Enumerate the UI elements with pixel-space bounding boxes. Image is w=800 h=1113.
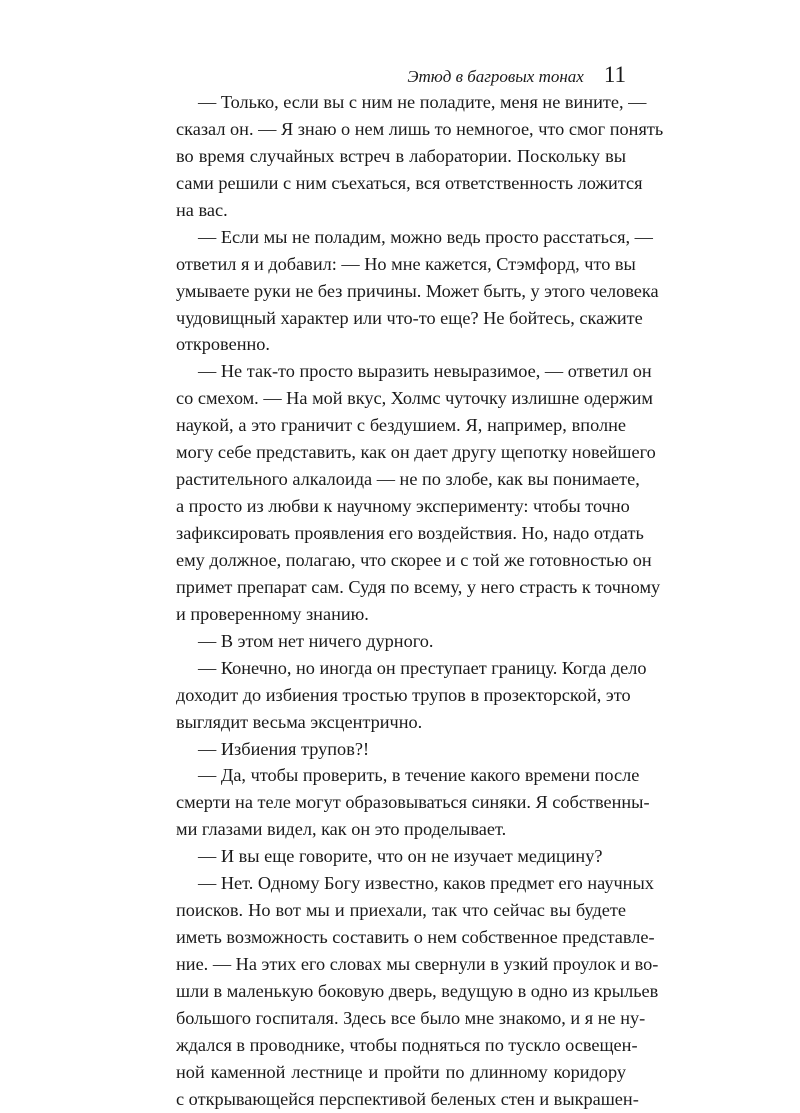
text-line: зафиксировать проявления его воздействия. Но, надо отдать	[176, 523, 644, 543]
text-line: ответил я и добавил: — Но мне кажется, Стэмфорд, что вы	[176, 253, 636, 274]
text-line: — Нет. Одному Богу известно, каков предмет его научных	[198, 873, 654, 894]
text-line: умываете руки не без причины. Может быть, у этого человека	[176, 280, 659, 301]
text-line: — Если мы не поладим, можно ведь просто расстаться, —	[198, 226, 653, 247]
text-line: иметь возможность составить о нем собственное представле-	[176, 927, 655, 948]
text-line: чудовищный характер или что-то еще? Не бойтесь, скажите	[176, 307, 643, 328]
text-line: сами решили с ним съехаться, вся ответственность ложится	[176, 172, 643, 193]
text-line: ему должное, полагаю, что скорее и с той же готовностью он	[176, 549, 652, 570]
text-line: — Да, чтобы проверить, в течение какого времени после	[198, 765, 640, 786]
page-body-text	[176, 89, 664, 1113]
text-line: растительного алкалоида — не по злобе, как вы понимаете,	[176, 469, 640, 490]
running-title: Этюд в багровых тонах	[407, 67, 584, 86]
text-line: ной каменной лестнице и пройти по длинному коридору	[176, 1061, 626, 1082]
text-line: ми глазами видел, как он это проделывает.	[176, 819, 507, 840]
text-line: большого госпиталя. Здесь все было мне знакомо, и я не ну-	[176, 1007, 646, 1028]
text-line: во время случайных встреч в лаборатории. Поскольку вы	[176, 145, 626, 166]
text-line: выглядит весьма эксцентрично.	[176, 711, 423, 732]
text-line: ние. — На этих его словах мы свернули в узкий проулок и во-	[176, 954, 659, 974]
text-line: шли в маленькую боковую дверь, ведущую в одно из крыльев	[176, 980, 659, 1001]
text-line: примет препарат сам. Судя по всему, у него страсть к точному	[176, 576, 661, 597]
page-number: 11	[603, 62, 626, 87]
text-line: откровенно.	[176, 334, 270, 355]
text-line: — И вы еще говорите, что он не изучает медицину?	[198, 846, 603, 867]
text-line: доходит до избиения тростью трупов в прозекторской, это	[176, 684, 631, 705]
text-line: — Конечно, но иногда он преступает границу. Когда дело	[198, 657, 647, 678]
text-line: — В этом нет ничего дурного.	[198, 630, 434, 651]
text-line: могу себе представить, как он дает другу щепотку новейшего	[176, 442, 656, 463]
text-line: с открывающейся перспективой беленых стен и выкрашен-	[176, 1088, 639, 1109]
text-line: смерти на теле могут образовываться синяки. Я собственны-	[176, 792, 650, 813]
text-line: ждался в проводнике, чтобы подняться по тускло освещен-	[176, 1034, 638, 1055]
text-line: — Не так-то просто выразить невыразимое, — ответил он	[198, 361, 652, 382]
text-line: и проверенному знанию.	[176, 603, 369, 624]
text-line: на вас.	[176, 199, 228, 220]
text-line: — Избиения трупов?!	[198, 738, 370, 759]
text-line: наукой, а это граничит с бездушием. Я, например, вполне	[176, 415, 626, 436]
text-line: сказал он. — Я знаю о нем лишь то немногое, что смог понять	[176, 118, 664, 139]
text-line: со смехом. — На мой вкус, Холмс чуточку излишне одержим	[176, 388, 653, 409]
text-line: — Только, если вы с ним не поладите, меня не вините, —	[198, 92, 647, 112]
running-header	[176, 62, 626, 92]
text-line: поисков. Но вот мы и приехали, так что сейчас вы будете	[176, 900, 626, 921]
text-line: а просто из любви к научному эксперименту: чтобы точно	[176, 496, 630, 517]
